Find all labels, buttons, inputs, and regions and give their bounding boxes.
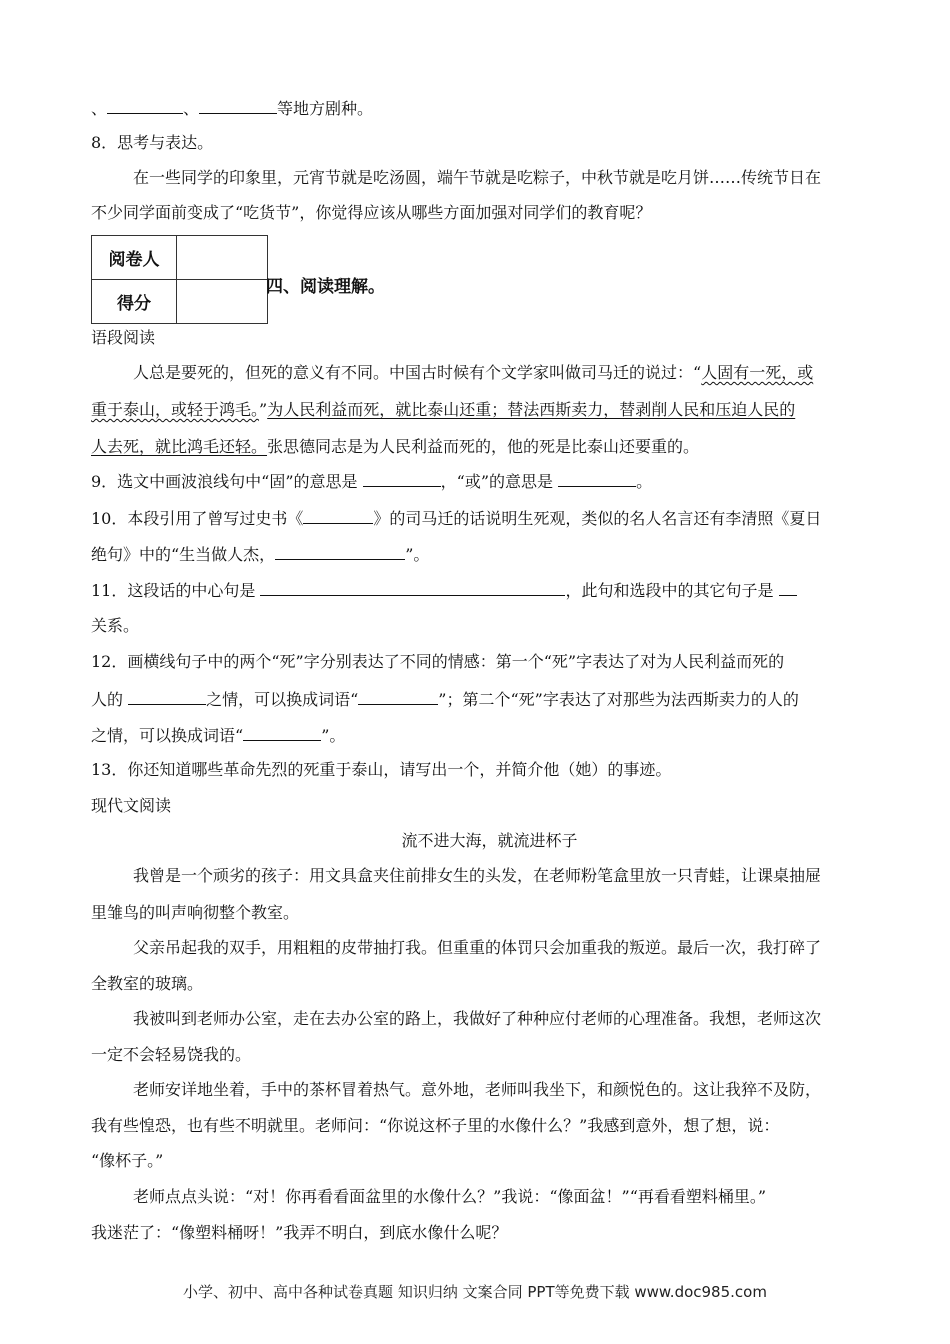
passage2-p4-line1: 老师安详地坐着，手中的茶杯冒着热气。意外地，老师叫我坐下，和颜悦色的。这让我猝不及防， [133, 1080, 822, 1099]
q11-line2: 关系。 [91, 616, 140, 635]
answer-blank[interactable] [363, 470, 441, 487]
passage1-line2: 重于泰山，或轻于鸿毛。”为人民利益而死，就比泰山还重；替法西斯卖力，替剥削人民和压迫人民的 [91, 400, 796, 419]
q8-title: 8．思考与表达。 [91, 133, 214, 152]
answer-blank[interactable] [199, 97, 277, 114]
q11-line1: 11．这段话的中心句是 ，此句和选段中的其它句子是 [91, 579, 888, 602]
passage2-p3-line2: 一定不会轻易饶我的。 [91, 1045, 252, 1064]
score-cell[interactable] [177, 280, 268, 324]
answer-blank[interactable] [558, 470, 636, 487]
answer-blank[interactable] [779, 579, 797, 596]
passage2-p4-line3: “像杯子。” [91, 1151, 164, 1170]
answer-blank[interactable] [303, 507, 373, 524]
underlined-sentence: 为人民利益而死，就比泰山还重；替法西斯卖力，替剥削人民和压迫人民的 [267, 400, 796, 419]
passage2-p5-line2: 我迷茫了：“像塑料桶呀！”我弄不明白，到底水像什么呢？ [91, 1223, 508, 1242]
answer-blank[interactable] [358, 688, 438, 705]
passage2-title: 流不进大海，就流进杯子 [401, 831, 578, 850]
reviewer-label: 阅卷人 [92, 236, 177, 280]
passage2-p1-line2: 里雏鸟的叫声响彻整个教室。 [91, 903, 300, 922]
answer-blank[interactable] [107, 97, 183, 114]
passage1-line1: 人总是要死的，但死的意义有不同。中国古时候有个文学家叫做司马迁的说过：“人固有一死，或 [133, 363, 814, 382]
passage2-p2-line1: 父亲吊起我的双手，用粗粗的皮带抽打我。但重重的体罚只会加重我的叛逆。最后一次，我打碎了 [133, 938, 822, 957]
q12-line2: 人的 之情，可以换成词语“ ”；第二个“死”字表达了对那些为法西斯卖力的人的 [91, 690, 799, 709]
passage2-p3-line1: 我被叫到老师办公室，走在去办公室的路上，我做好了种种应付老师的心理准备。我想，老师这次 [133, 1009, 822, 1028]
q12-line1: 12．画横线句子中的两个“死”字分别表达了不同的情感：第一个“死”字表达了对为人民利益而死的 [91, 652, 785, 671]
q12-line3: 之情，可以换成词语“ ”。 [91, 726, 346, 745]
section-title: 四、阅读理解。 [266, 277, 385, 297]
answer-blank[interactable] [260, 579, 565, 596]
q9: 9．选文中画波浪线句中“固”的意思是 ，“或”的意思是 。 [91, 472, 653, 491]
score-table [91, 235, 268, 324]
answer-blank[interactable] [128, 688, 206, 705]
wavy-underlined-quote: 人固有一死，或 [701, 363, 814, 382]
score-label: 得分 [92, 280, 177, 324]
q8-paragraph-line2: 不少同学面前变成了“吃货节”，你觉得应该从哪些方面加强对同学们的教育呢？ [91, 203, 652, 222]
passage2-label: 现代文阅读 [91, 796, 172, 815]
passage2-p1-line1: 我曾是一个顽劣的孩子：用文具盒夹住前排女生的头发，在老师粉笔盒里放一只青蛙，让课桌抽屉 [133, 866, 822, 885]
q7-tail-line: 、 、 等地方剧种。 [91, 99, 374, 118]
passage1-label: 语段阅读 [91, 328, 156, 347]
passage2-p2-line2: 全教室的玻璃。 [91, 974, 204, 993]
wavy-underlined-quote: 重于泰山，或轻于鸿毛。 [91, 400, 260, 419]
answer-blank[interactable] [243, 724, 321, 741]
passage2-p4-line2: 我有些惶恐，也有些不明就里。老师问：“你说这杯子里的水像什么？”我感到意外，想了想，说： [91, 1116, 780, 1135]
q13: 13．你还知道哪些革命先烈的死重于泰山，请写出一个，并简介他（她）的事迹。 [91, 760, 672, 779]
passage2-p5-line1: 老师点点头说：“对！你再看看面盆里的水像什么？”我说：“像面盆！”“再看看塑料桶里。” [133, 1187, 767, 1206]
reviewer-cell[interactable] [177, 236, 268, 280]
underlined-sentence: 人去死，就比鸿毛还轻。 [91, 437, 268, 456]
answer-blank[interactable] [275, 543, 405, 560]
passage1-line3: 人去死，就比鸿毛还轻。张思德同志是为人民利益而死的，他的死是比泰山还要重的。 [91, 437, 700, 456]
q8-paragraph-line1: 在一些同学的印象里，元宵节就是吃汤圆，端午节就是吃粽子，中秋节就是吃月饼……传统节日在 [133, 168, 822, 187]
q10-line2: 绝句》中的“生当做人杰， ”。 [91, 545, 430, 564]
q10-line1: 10．本段引用了曾写过史书《 》的司马迁的话说明生死观，类似的名人名言还有李清照《夏日 [91, 509, 822, 528]
footer-watermark: 小学、初中、高中各种试卷真题 知识归纳 文案合同 PPT等免费下载 www.doc985.com [183, 1283, 767, 1301]
